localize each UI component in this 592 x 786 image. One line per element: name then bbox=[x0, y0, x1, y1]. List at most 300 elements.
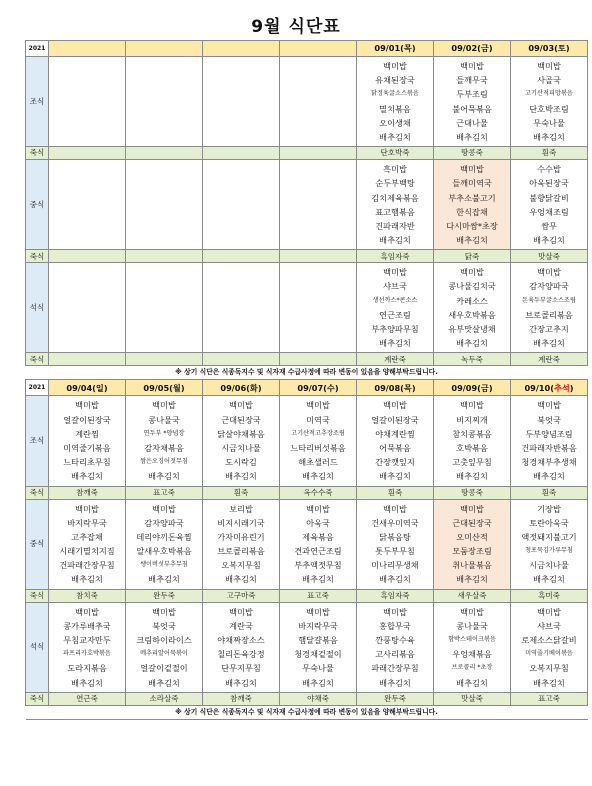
menu-item: 배추김치 bbox=[225, 574, 257, 585]
menu-item bbox=[280, 219, 356, 233]
porridge-cell bbox=[203, 353, 280, 366]
menu-item bbox=[49, 87, 125, 101]
menu-item: 다시마쌈*초장 bbox=[446, 220, 498, 231]
menu-item: 배추김치 bbox=[456, 574, 488, 585]
menu-item bbox=[126, 87, 202, 101]
menu-item: 무숙나물 bbox=[533, 117, 565, 128]
menu-item: 미역국 bbox=[306, 414, 330, 425]
menu-item: 백미밥 bbox=[306, 400, 330, 411]
menu-item bbox=[203, 322, 279, 336]
menu-item: 배추김치 bbox=[379, 131, 411, 142]
menu-cell bbox=[203, 57, 280, 147]
meal-label-lunch: 중식 bbox=[26, 499, 49, 589]
menu-item: 액젓돼지불고기 bbox=[521, 531, 577, 542]
porridge-cell: 소라살죽 bbox=[126, 692, 203, 705]
menu-item: 비지시래기국 bbox=[217, 517, 265, 528]
menu-item bbox=[126, 265, 202, 279]
menu-item bbox=[203, 191, 279, 205]
menu-item: 햄달걀볶음 bbox=[298, 635, 338, 645]
breakfast-row bbox=[26, 57, 588, 147]
menu-item bbox=[203, 87, 279, 101]
menu-cell-highlighted bbox=[434, 499, 511, 589]
menu-item: 생선까스*콘소스 bbox=[372, 296, 418, 304]
menu-cell bbox=[126, 263, 203, 353]
menu-item bbox=[126, 162, 202, 176]
menu-cell bbox=[203, 396, 280, 486]
menu-item bbox=[280, 162, 356, 176]
menu-item: 백미밥 bbox=[383, 267, 407, 278]
meal-label-porridge: 죽식 bbox=[26, 147, 49, 160]
menu-item: 브로콜리볶음 bbox=[217, 546, 265, 557]
menu-item: 기장밥 bbox=[537, 503, 561, 514]
menu-item: 고사리볶음 bbox=[375, 649, 415, 660]
menu-item bbox=[280, 87, 356, 101]
porridge-cell: 새우살죽 bbox=[434, 589, 511, 602]
menu-cell bbox=[357, 499, 434, 589]
date-cell: 09/04(일) bbox=[49, 380, 126, 396]
porridge-cell: 참깨죽 bbox=[203, 692, 280, 705]
meal-label-porridge: 죽식 bbox=[26, 589, 49, 602]
date-cell bbox=[280, 41, 357, 57]
menu-item: 배추김치 bbox=[533, 131, 565, 142]
meal-label-breakfast: 조식 bbox=[26, 396, 49, 486]
menu-item: 미나리무생채 bbox=[371, 560, 419, 571]
menu-cell bbox=[126, 602, 203, 692]
meal-label-porridge: 죽식 bbox=[26, 250, 49, 263]
porridge-cell: 완두죽 bbox=[126, 589, 203, 602]
menu-item bbox=[126, 176, 202, 190]
disclaimer-note: ※ 상기 식단은 식종독지수 및 식자재 수급사정에 따라 변동이 있음을 양해부탁드립니다. bbox=[26, 705, 588, 719]
menu-item bbox=[49, 73, 125, 87]
menu-item bbox=[126, 219, 202, 233]
porridge-cell: 참치죽 bbox=[49, 589, 126, 602]
menu-item: 배추김치 bbox=[225, 471, 257, 482]
menu-cell bbox=[357, 57, 434, 147]
date-cell: 09/02(금) bbox=[434, 41, 511, 57]
menu-item: 알새우호박볶음 bbox=[136, 546, 192, 557]
menu-item: 메추리알어묵볶이 bbox=[140, 650, 188, 658]
date-cell: 09/06(화) bbox=[203, 380, 280, 396]
menu-item bbox=[280, 116, 356, 130]
menu-cell bbox=[511, 263, 588, 353]
menu-item bbox=[49, 162, 125, 176]
menu-cell bbox=[49, 499, 126, 589]
menu-item: 순두부백탕 bbox=[375, 178, 415, 189]
menu-item: 연두부 *양념장 bbox=[143, 429, 185, 437]
menu-item: 닭볶음탕 bbox=[379, 531, 411, 542]
menu-item: 고추잡채 bbox=[71, 531, 103, 542]
menu-item bbox=[280, 205, 356, 219]
menu-cell bbox=[126, 160, 203, 250]
menu-cell bbox=[126, 499, 203, 589]
menu-item: 백미밥 bbox=[537, 400, 561, 411]
menu-item: 들깨무국 bbox=[456, 75, 488, 86]
menu-item: 쌈무 bbox=[541, 220, 557, 231]
menu-item bbox=[49, 176, 125, 190]
menu-item: 들깨미역국 bbox=[452, 178, 492, 189]
week1-header-row bbox=[26, 41, 588, 57]
breakfast-row bbox=[26, 396, 588, 486]
menu-item bbox=[126, 59, 202, 73]
menu-item: 새우호박볶음 bbox=[448, 309, 496, 320]
menu-item: 배추김치 bbox=[148, 574, 180, 585]
date-cell: 09/01(목) bbox=[357, 41, 434, 57]
porridge-cell bbox=[126, 250, 203, 263]
menu-item bbox=[126, 322, 202, 336]
menu-item: 백미밥 bbox=[152, 503, 176, 514]
menu-item: 계란국 bbox=[229, 620, 253, 631]
menu-item: 칠리돈육강정 bbox=[217, 649, 265, 660]
menu-item: 느타리초무침 bbox=[63, 457, 111, 468]
menu-cell bbox=[280, 396, 357, 486]
menu-item: 콩나물김치국 bbox=[448, 281, 496, 292]
menu-item: 감자채볶음 bbox=[144, 442, 184, 453]
menu-item: 닭정육굴소스볶음 bbox=[371, 90, 419, 98]
menu-item: 아욱국 bbox=[306, 517, 330, 528]
meal-label-dinner: 석식 bbox=[26, 602, 49, 692]
menu-item: 근대된장국 bbox=[221, 414, 261, 425]
menu-item: 모둠장조림 bbox=[452, 546, 492, 557]
menu-item: 비지찌개 bbox=[456, 414, 488, 425]
menu-item: 백미밥 bbox=[383, 400, 407, 411]
menu-item: 수수밥 bbox=[537, 164, 561, 175]
menu-item: 미역줄기볶음 bbox=[63, 442, 111, 453]
porridge-cell: 야채죽 bbox=[280, 692, 357, 705]
menu-item: 백미밥 bbox=[460, 164, 484, 175]
menu-item: 취나물볶음 bbox=[452, 560, 492, 571]
menu-item: 데리야끼돈육찜 bbox=[136, 531, 192, 542]
menu-item: 로제소스닭갈비 bbox=[521, 635, 577, 645]
menu-item bbox=[203, 265, 279, 279]
menu-item: 우엉채볶음 bbox=[452, 649, 492, 660]
date-cell: 09/05(월) bbox=[126, 380, 203, 396]
menu-item bbox=[280, 102, 356, 116]
menu-cell bbox=[357, 396, 434, 486]
menu-item: 도시락김 bbox=[225, 457, 257, 468]
menu-item: 어묵볶음 bbox=[379, 442, 411, 453]
menu-item: 배추김치 bbox=[379, 574, 411, 585]
porridge-cell: 고구마죽 bbox=[203, 589, 280, 602]
menu-item: 감자양파국 bbox=[529, 281, 569, 292]
menu-item: 배추김치 bbox=[379, 677, 411, 688]
menu-item: 야채계란찜 bbox=[375, 428, 415, 439]
menu-item: 백미밥 bbox=[306, 503, 330, 514]
menu-item: 건파래자반볶음 bbox=[521, 442, 577, 453]
menu-item bbox=[280, 73, 356, 87]
porridge-cell: 표고죽 bbox=[126, 486, 203, 499]
menu-item: 감자양파국 bbox=[144, 517, 184, 528]
porridge-cell: 표고죽 bbox=[280, 589, 357, 602]
menu-cell bbox=[434, 396, 511, 486]
menu-item: 유채된장국 bbox=[375, 75, 415, 86]
menu-item: 건파래간장무침 bbox=[59, 560, 115, 571]
menu-item bbox=[203, 176, 279, 190]
menu-item bbox=[126, 102, 202, 116]
menu-item: 얼갈이된장국 bbox=[63, 414, 111, 425]
menu-item bbox=[49, 191, 125, 205]
menu-item bbox=[203, 233, 279, 247]
menu-cell-highlighted bbox=[434, 160, 511, 250]
menu-item: 함박스테이크볶음 bbox=[448, 636, 496, 643]
porridge-row bbox=[26, 692, 588, 705]
menu-cell bbox=[511, 160, 588, 250]
menu-item bbox=[49, 205, 125, 219]
menu-item bbox=[126, 73, 202, 87]
menu-item bbox=[126, 130, 202, 144]
menu-item: 백미밥 bbox=[460, 61, 484, 71]
menu-item: 연근조림 bbox=[379, 309, 411, 320]
holiday-close: ) bbox=[569, 382, 574, 393]
menu-item: 돈육두부굴소스조림 bbox=[522, 296, 576, 304]
porridge-row bbox=[26, 353, 588, 366]
menu-item: 무침교자만두 bbox=[63, 635, 111, 645]
menu-item: 톳두부무침 bbox=[375, 546, 415, 557]
menu-cell bbox=[434, 57, 511, 147]
menu-item bbox=[126, 191, 202, 205]
porridge-cell: 옥수수죽 bbox=[280, 486, 357, 499]
note-row bbox=[26, 366, 588, 380]
note-row bbox=[26, 705, 588, 719]
menu-item: 콩나물국 bbox=[148, 414, 180, 425]
menu-cell bbox=[49, 263, 126, 353]
menu-item: 단무지무침 bbox=[221, 663, 261, 674]
menu-item: 백미밥 bbox=[383, 503, 407, 514]
menu-item bbox=[49, 265, 125, 279]
porridge-row bbox=[26, 589, 588, 602]
menu-item: 무숙나물 bbox=[302, 663, 334, 674]
menu-item bbox=[126, 233, 202, 247]
menu-item bbox=[49, 130, 125, 144]
menu-item: 토란아욱국 bbox=[529, 517, 569, 528]
menu-item: 백미밥 bbox=[152, 606, 176, 617]
date-cell: 09/08(목) bbox=[357, 380, 434, 396]
menu-item: 배추김치 bbox=[148, 677, 180, 688]
porridge-cell: 계란죽 bbox=[511, 353, 588, 366]
week2-header-row bbox=[26, 380, 588, 396]
date-cell bbox=[126, 41, 203, 57]
porridge-cell: 단호박죽 bbox=[357, 147, 434, 160]
porridge-cell: 흰죽 bbox=[511, 486, 588, 499]
menu-item: 불어묵볶음 bbox=[452, 103, 492, 114]
menu-item: 우엉채조림 bbox=[529, 206, 569, 217]
menu-cell bbox=[511, 499, 588, 589]
menu-item: 백미밥 bbox=[460, 503, 484, 514]
menu-item bbox=[280, 176, 356, 190]
menu-cell bbox=[280, 160, 357, 250]
menu-item: 얼갈이겉절이 bbox=[140, 663, 188, 674]
menu-item: 한식잡채 bbox=[456, 206, 488, 217]
menu-item: 표고햄볶음 bbox=[375, 206, 415, 217]
menu-item bbox=[203, 130, 279, 144]
menu-item: 배추김치 bbox=[379, 338, 411, 349]
menu-item: 두부양념조림 bbox=[525, 428, 573, 439]
porridge-cell: 흰죽 bbox=[511, 147, 588, 160]
menu-item: 백미밥 bbox=[229, 400, 253, 411]
menu-item: 바지락무국 bbox=[298, 620, 338, 631]
menu-item: 배추김치 bbox=[71, 471, 103, 482]
menu-cell bbox=[357, 602, 434, 692]
porridge-cell bbox=[280, 353, 357, 366]
menu-item bbox=[280, 191, 356, 205]
menu-item bbox=[49, 322, 125, 336]
menu-item bbox=[49, 219, 125, 233]
menu-cell bbox=[434, 263, 511, 353]
porridge-cell: 참깨죽 bbox=[49, 486, 126, 499]
menu-item bbox=[49, 279, 125, 293]
meal-label-porridge: 죽식 bbox=[26, 486, 49, 499]
menu-item: 카레소스 bbox=[456, 295, 488, 306]
menu-item: 오복지무침 bbox=[221, 560, 261, 571]
menu-item: 청포묵김가루무침 bbox=[525, 547, 573, 555]
menu-item: 파래간장무침 bbox=[371, 663, 419, 674]
menu-item: 해초샐러드 bbox=[298, 457, 338, 468]
dinner-row bbox=[26, 263, 588, 353]
menu-item: 도라지볶음 bbox=[67, 663, 107, 674]
menu-item: 청경채겉절이 bbox=[294, 649, 342, 660]
lunch-row bbox=[26, 160, 588, 250]
porridge-cell: 흑임자죽 bbox=[357, 250, 434, 263]
menu-item: 쌈은오징어젓무침 bbox=[140, 458, 188, 466]
menu-item: 고기산적피망볶음 bbox=[525, 90, 573, 98]
menu-item: 크림하이라이스 bbox=[136, 635, 192, 645]
menu-cell bbox=[511, 396, 588, 486]
menu-item: 배추김치 bbox=[533, 338, 565, 349]
menu-item: 샤브국 bbox=[383, 281, 407, 292]
menu-item: 부추액젓무침 bbox=[294, 560, 342, 571]
meal-label-lunch: 중식 bbox=[26, 160, 49, 250]
menu-item: 백미밥 bbox=[75, 400, 99, 411]
porridge-cell bbox=[49, 353, 126, 366]
porridge-cell: 땅콩죽 bbox=[434, 486, 511, 499]
menu-item: 배추김치 bbox=[456, 338, 488, 349]
menu-item: 배추김치 bbox=[302, 677, 334, 688]
menu-item: 참치콩볶음 bbox=[452, 428, 492, 439]
menu-item bbox=[203, 308, 279, 322]
menu-item: 백미밥 bbox=[460, 606, 484, 617]
porridge-cell: 연근죽 bbox=[49, 692, 126, 705]
menu-item bbox=[49, 116, 125, 130]
menu-item bbox=[203, 59, 279, 73]
menu-item bbox=[203, 73, 279, 87]
menu-item: 부추소불고기 bbox=[448, 192, 496, 203]
menu-item: 백미밥 bbox=[75, 503, 99, 514]
menu-cell bbox=[203, 602, 280, 692]
menu-item: 보리밥 bbox=[229, 503, 253, 514]
meal-label-porridge: 죽식 bbox=[26, 353, 49, 366]
porridge-cell: 흰죽 bbox=[357, 486, 434, 499]
menu-item: 배추김치 bbox=[302, 471, 334, 482]
menu-item: 백미밥 bbox=[306, 606, 330, 617]
menu-item: 시금치나물 bbox=[529, 560, 569, 571]
porridge-row bbox=[26, 250, 588, 263]
menu-item bbox=[280, 294, 356, 308]
porridge-cell: 땅콩죽 bbox=[434, 147, 511, 160]
menu-item bbox=[203, 162, 279, 176]
menu-item bbox=[280, 265, 356, 279]
menu-item: 백미밥 bbox=[75, 606, 99, 617]
menu-item: 사골국 bbox=[537, 75, 561, 86]
porridge-cell: 완두죽 bbox=[357, 692, 434, 705]
menu-item: 제육볶음 bbox=[302, 531, 334, 542]
date-cell bbox=[49, 41, 126, 57]
porridge-cell: 맛살죽 bbox=[434, 692, 511, 705]
holiday-date: 09/10( bbox=[524, 382, 554, 393]
menu-item: 부추양파무침 bbox=[371, 324, 419, 334]
menu-item: 닭살야채볶음 bbox=[217, 428, 265, 439]
porridge-cell bbox=[280, 250, 357, 263]
porridge-cell bbox=[203, 250, 280, 263]
menu-item: 배추김치 bbox=[533, 471, 565, 482]
menu-item: 북엇국 bbox=[152, 620, 176, 631]
menu-item: 홍합무국 bbox=[379, 620, 411, 631]
menu-item bbox=[203, 336, 279, 350]
menu-cell bbox=[49, 396, 126, 486]
menu-item bbox=[203, 279, 279, 293]
year-label: 2021 bbox=[26, 380, 49, 396]
date-cell: 09/09(금) bbox=[434, 380, 511, 396]
menu-item: 배추김치 bbox=[148, 471, 180, 482]
menu-item: 간장고추지 bbox=[529, 324, 569, 334]
porridge-cell bbox=[49, 250, 126, 263]
menu-item: 시금치나물 bbox=[221, 442, 261, 453]
menu-item: 백미밥 bbox=[152, 400, 176, 411]
meal-label-porridge: 죽식 bbox=[26, 692, 49, 705]
porridge-cell bbox=[49, 147, 126, 160]
menu-item: 야채짜장소스 bbox=[217, 635, 265, 645]
menu-item: 느타리버섯볶음 bbox=[290, 442, 346, 453]
menu-item: 콩나물국 bbox=[456, 620, 488, 631]
menu-item: 근대나물 bbox=[456, 117, 488, 128]
menu-item: 건새우미역국 bbox=[371, 517, 419, 528]
menu-item bbox=[203, 219, 279, 233]
menu-cell bbox=[126, 57, 203, 147]
page-title: 9월 식단표 bbox=[251, 17, 341, 37]
menu-cell bbox=[280, 499, 357, 589]
porridge-cell: 표고죽 bbox=[511, 692, 588, 705]
lunch-row bbox=[26, 499, 588, 589]
menu-cell bbox=[434, 602, 511, 692]
menu-item: 배추김치 bbox=[225, 677, 257, 688]
menu-item: 백미밥 bbox=[537, 267, 561, 278]
menu-item: 간장깻잎지 bbox=[375, 457, 415, 468]
menu-item bbox=[49, 294, 125, 308]
menu-item bbox=[126, 308, 202, 322]
menu-item: 쌩이버섯부추무침 bbox=[140, 561, 188, 569]
porridge-cell: 계란죽 bbox=[357, 353, 434, 366]
menu-item: 배추김치 bbox=[71, 574, 103, 585]
meal-label-dinner: 석식 bbox=[26, 263, 49, 353]
year-label: 2021 bbox=[26, 41, 49, 57]
menu-item: 브로콜리 *초장 bbox=[451, 664, 493, 672]
menu-item: 깐풍탕수육 bbox=[375, 635, 415, 645]
menu-item: 얼갈이된장국 bbox=[371, 414, 419, 425]
porridge-cell bbox=[126, 147, 203, 160]
menu-item: 배추김치 bbox=[71, 677, 103, 688]
menu-cell bbox=[49, 602, 126, 692]
menu-cell bbox=[203, 160, 280, 250]
menu-item: 호박볶음 bbox=[456, 442, 488, 453]
porridge-cell: 맛살죽 bbox=[511, 250, 588, 263]
menu-cell bbox=[357, 160, 434, 250]
menu-item bbox=[280, 279, 356, 293]
porridge-cell bbox=[280, 147, 357, 160]
menu-item bbox=[126, 116, 202, 130]
porridge-cell bbox=[203, 147, 280, 160]
menu-item: 오복지무침 bbox=[529, 663, 569, 674]
porridge-cell: 닭죽 bbox=[434, 250, 511, 263]
menu-cell bbox=[511, 57, 588, 147]
menu-item: 아욱된장국 bbox=[529, 178, 569, 189]
